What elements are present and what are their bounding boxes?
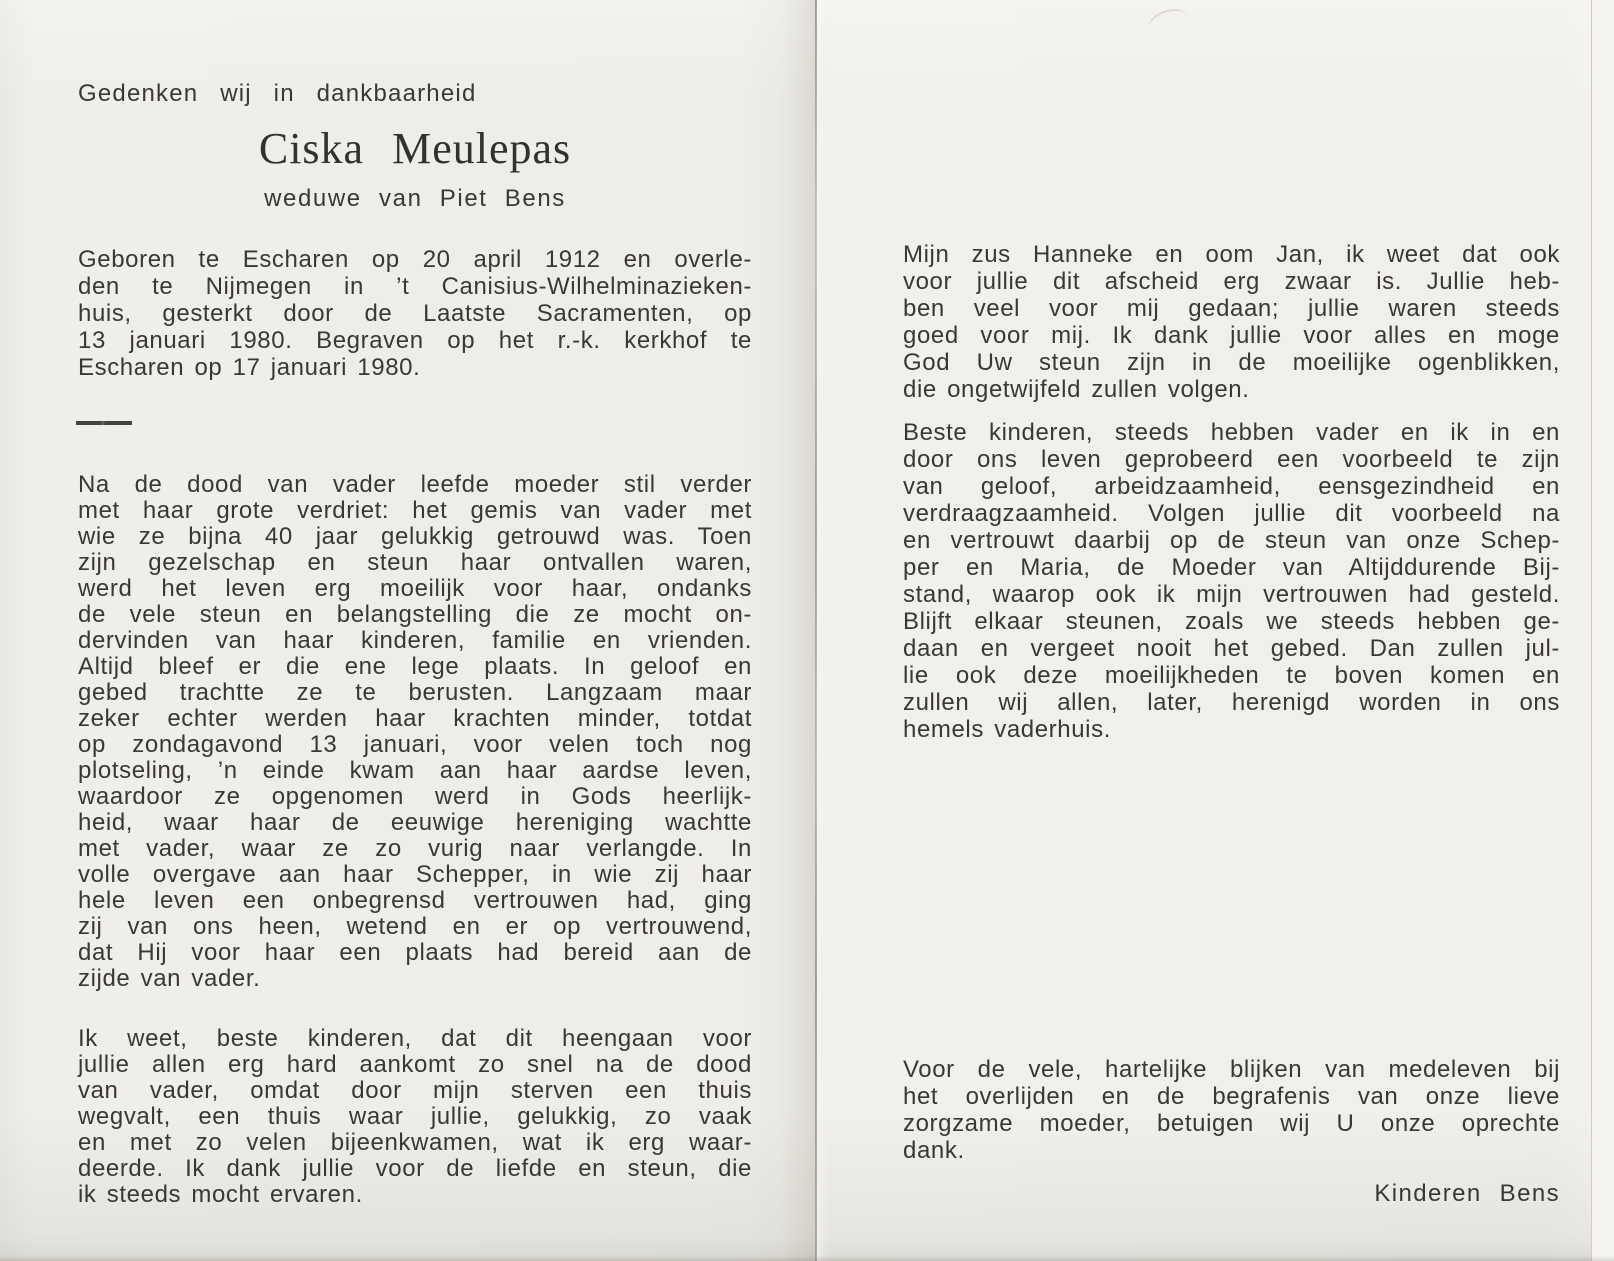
text-line: voor jullie dit afscheid erg zwaar is. Jullie heb- — [903, 268, 1560, 295]
text-line: met haar grote verdriet: het gemis van vader met — [78, 497, 752, 524]
widow-of-line: weduwe van Piet Bens — [264, 185, 566, 212]
text-line: gebed trachtte ze te berusten. Langzaam maar — [78, 679, 752, 706]
text-line: Mijn zus Hanneke en oom Jan, ik weet dat ook — [903, 241, 1560, 268]
text-line: wie ze bijna 40 jaar gelukkig getrouwd was. Toen — [78, 523, 752, 550]
text-line: ben veel voor mij gedaan; jullie waren steeds — [903, 295, 1560, 322]
acknowledgement-paragraph — [903, 1056, 1560, 1164]
text-line: en vertrouwt daarbij op de steun van onze Schep- — [903, 527, 1560, 554]
text-line: waardoor ze opgenomen werd in Gods heerlijk- — [78, 783, 752, 810]
text-line: de vele steun en belangstelling die ze mocht on- — [78, 601, 752, 628]
text-line: Na de dood van vader leefde moeder stil verder — [78, 471, 752, 498]
text-line: werd het leven erg moeilijk voor haar, ondanks — [78, 575, 752, 602]
message-to-sister-paragraph — [903, 241, 1560, 403]
text-line: 13 januari 1980. Begraven op het r.-k. kerkhof te — [78, 327, 752, 354]
text-line: heid, waar haar de eeuwige hereniging wachtte — [78, 809, 752, 836]
text-line: door ons leven geprobeerd een voorbeeld te zijn — [903, 446, 1560, 473]
text-line: deerde. Ik dank jullie voor de liefde en steun, die — [78, 1155, 752, 1182]
text-line: jullie allen erg hard aankomt zo snel na de dood — [78, 1051, 752, 1078]
text-line: Altijd bleef er die ene lege plaats. In geloof en — [78, 653, 752, 680]
text-line: plotseling, ’n einde kwam aan haar aardse leven, — [78, 757, 752, 784]
text-line: zij van ons heen, wetend en er op vertrouwend, — [78, 913, 752, 940]
text-line: zijde van vader. — [78, 965, 261, 992]
paper-edge-right — [1591, 0, 1614, 1261]
text-line: en met zo velen bijeenkwamen, wat ik erg waar- — [78, 1129, 752, 1156]
text-line: op zondagavond 13 januari, voor velen toch nog — [78, 731, 752, 758]
scan-scratch-mark — [1145, 4, 1194, 44]
text-line: goed voor mij. Ik dank jullie voor alles en moge — [903, 322, 1560, 349]
text-line: van geloof, arbeidzaamheid, eensgezindheid en — [903, 473, 1560, 500]
signature: Kinderen Bens — [1374, 1180, 1560, 1207]
text-line: zeker echter werden haar krachten minder, totdat — [78, 705, 752, 732]
text-line: dervinden van haar kinderen, familie en vrienden. — [78, 627, 752, 654]
text-line: Escharen op 17 januari 1980. — [78, 354, 421, 381]
text-line: Blijft elkaar steunen, zoals we steeds hebben ge- — [903, 608, 1560, 635]
text-line: dank. — [903, 1137, 965, 1164]
mother-memorial-paragraph — [78, 472, 752, 992]
paper-edge-bottom — [0, 1256, 1614, 1261]
text-line: Beste kinderen, steeds hebben vader en ik in en — [903, 419, 1560, 446]
fold-highlight — [817, 0, 831, 1261]
text-line: hemels vaderhuis. — [903, 716, 1111, 743]
text-line: den te Nijmegen in ’t Canisius-Wilhelminazieken- — [78, 273, 752, 300]
advice-to-children-paragraph — [903, 419, 1560, 743]
birth-death-paragraph — [78, 246, 752, 381]
deceased-name: Ciska Meulepas — [258, 124, 572, 173]
text-line: wegvalt, een thuis waar jullie, gelukkig, zo vaak — [78, 1103, 752, 1130]
divider-rule — [76, 421, 132, 425]
text-line: zorgzame moeder, betuigen wij U onze oprechte — [903, 1110, 1560, 1137]
message-to-children-paragraph — [78, 1026, 752, 1208]
text-line: dat Hij voor haar een plaats had bereid aan de — [78, 939, 752, 966]
text-line: daan en vergeet nooit het gebed. Dan zullen jul- — [903, 635, 1560, 662]
text-line: Voor de vele, hartelijke blijken van medeleven bij — [903, 1056, 1560, 1083]
text-line: volle overgave aan haar Schepper, in wie zij haar — [78, 861, 752, 888]
intro-line: Gedenken wij in dankbaarheid — [78, 80, 477, 107]
text-line: stand, waarop ook ik mijn vertrouwen had gesteld. — [903, 581, 1560, 608]
text-line: met vader, waar ze zo vurig naar verlangde. In — [78, 835, 752, 862]
text-line: Ik weet, beste kinderen, dat dit heengaan voor — [78, 1025, 752, 1052]
text-line: ik steeds mocht ervaren. — [78, 1181, 363, 1208]
text-line: verdraagzaamheid. Volgen jullie dit voorbeeld na — [903, 500, 1560, 527]
text-line: zijn gezelschap en steun haar ontvallen waren, — [78, 549, 752, 576]
text-line: God Uw steun zijn in de moeilijke ogenblikken, — [903, 349, 1560, 376]
text-line: van vader, omdat door mijn sterven een thuis — [78, 1077, 752, 1104]
text-line: hele leven een onbegrensd vertrouwen had, ging — [78, 887, 752, 914]
text-line: zullen wij allen, later, herenigd worden in ons — [903, 689, 1560, 716]
text-line: per en Maria, de Moeder van Altijddurende Bij- — [903, 554, 1560, 581]
text-line: Geboren te Escharen op 20 april 1912 en overle- — [78, 246, 752, 273]
text-line: het overlijden en de begrafenis van onze lieve — [903, 1083, 1560, 1110]
fold-shadow — [780, 0, 816, 1261]
text-line: die ongetwijfeld zullen volgen. — [903, 376, 1250, 403]
text-line: lie ook deze moeilijkheden te boven komen en — [903, 662, 1560, 689]
text-line: huis, gesterkt door de Laatste Sacramenten, op — [78, 300, 752, 327]
